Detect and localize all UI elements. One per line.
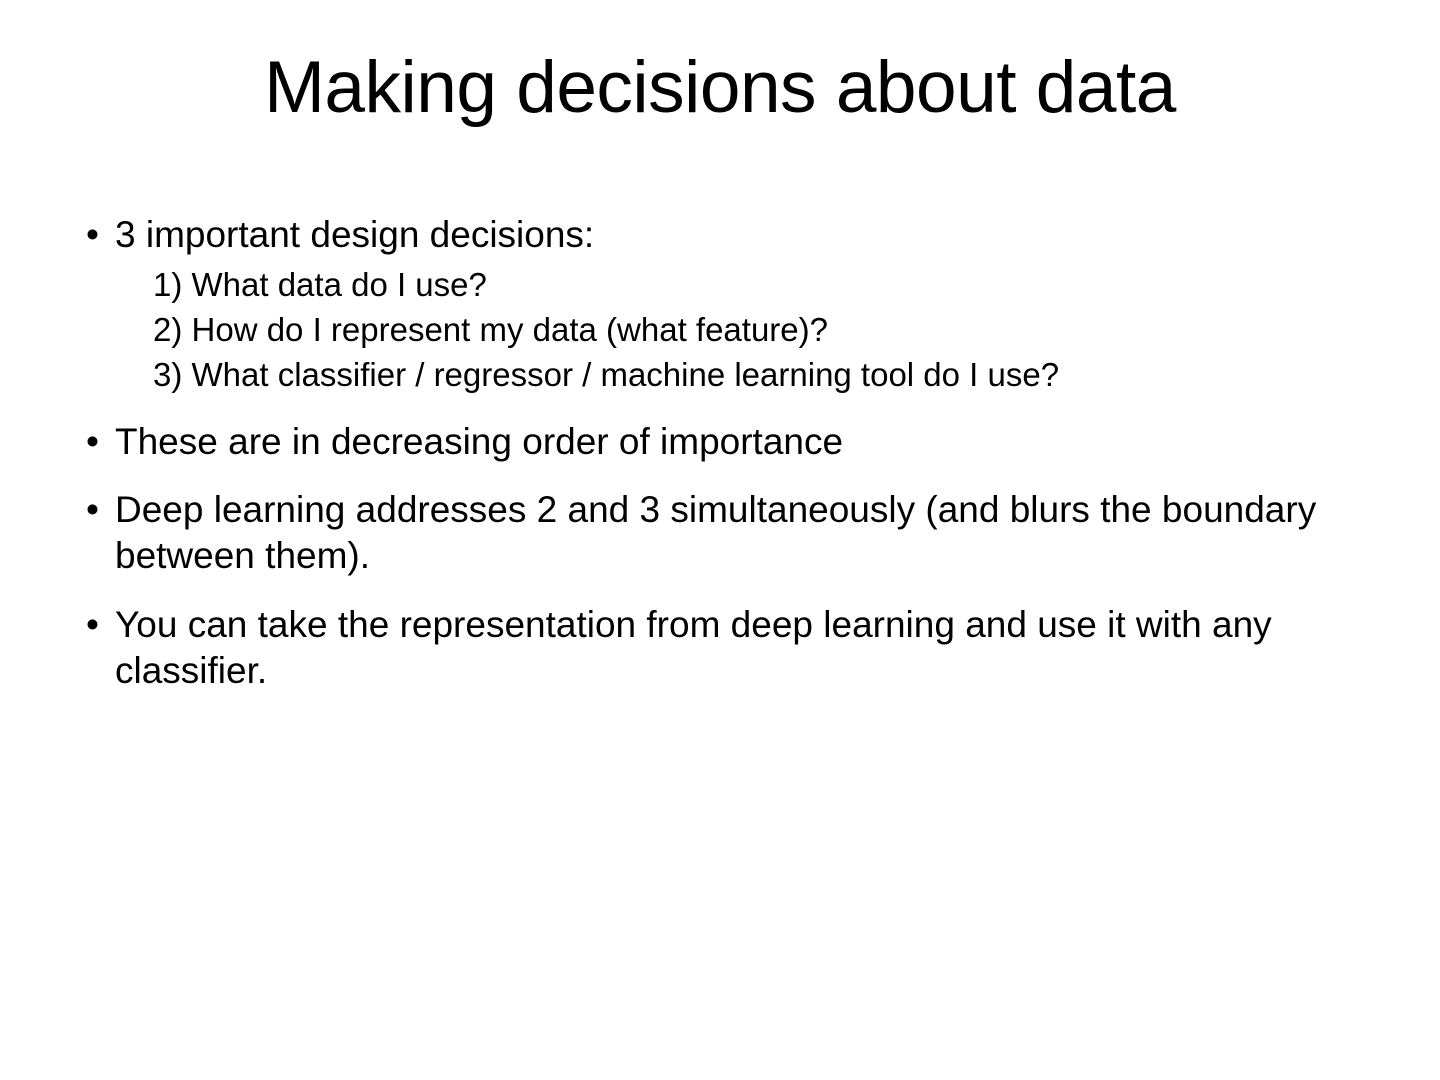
bullet-text: 3 important design decisions:	[115, 214, 595, 255]
slide-body	[82, 212, 1352, 716]
bullet-text: These are in decreasing order of importance	[115, 420, 844, 462]
sub-line: 3) What classifier / regressor / machine learning tool do I use?	[153, 356, 1060, 394]
sub-line: 1) What data do I use?	[153, 266, 487, 304]
bullet-dot-icon: •	[86, 214, 99, 255]
sub-line-group	[115, 264, 1352, 397]
list-item	[82, 487, 1352, 580]
list-item	[82, 419, 1352, 465]
bullet-dot-icon: •	[86, 603, 99, 645]
bullet-dot-icon: •	[86, 489, 99, 531]
bullet-text: You can take the representation from deep learning and use it with any classifier.	[115, 603, 1272, 691]
bullet-text: Deep learning addresses 2 and 3 simultaneously (and blurs the boundary between them).	[115, 489, 1317, 577]
page-title: Making decisions about data	[264, 47, 1176, 128]
bullet-dot-icon: •	[86, 420, 99, 462]
list-item	[82, 212, 1352, 397]
bullet-list	[82, 212, 1352, 694]
list-item	[82, 602, 1352, 695]
sub-line: 2) How do I represent my data (what feature)?	[153, 311, 828, 349]
